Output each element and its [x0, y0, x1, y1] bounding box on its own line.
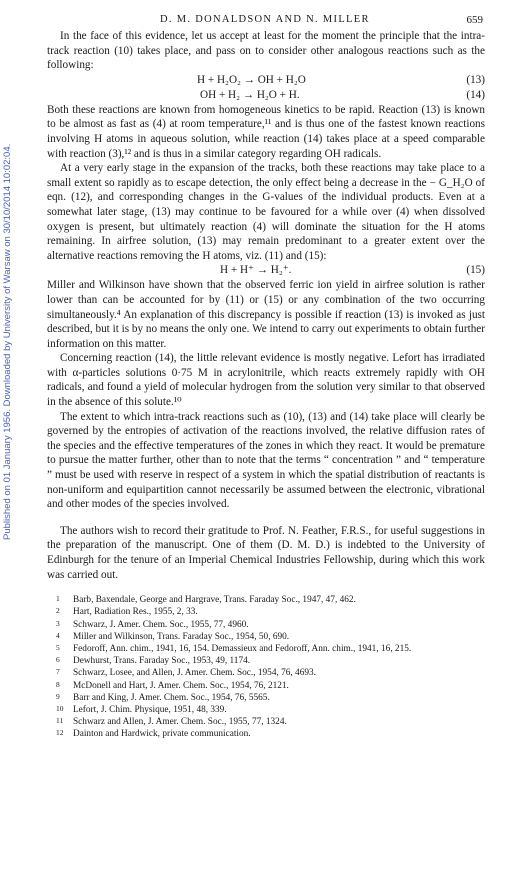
paragraph-1: In the face of this evidence, let us accept at least for the moment the principle that the intra-track reaction (10) takes place, and pass on to consider other analogous reactions such as the following:	[47, 30, 485, 72]
reference-text: Dewhurst, Trans. Faraday Soc., 1953, 49, 1174.	[73, 656, 251, 667]
reference-item	[47, 716, 485, 728]
reference-number: 8	[56, 679, 60, 689]
reference-number: 9	[56, 691, 60, 701]
reference-list	[47, 594, 485, 740]
reference-number: 7	[56, 667, 60, 677]
reference-item	[47, 631, 485, 643]
paragraph-5: Concerning reaction (14), the little relevant evidence is mostly negative. Lefort has irradiated with α-particles solutions 0·75 M in acrylonitrile, which reacts extremely rapidly with OH radicals, and found a yield of molecular hydrogen from the solution very similar to that observed in the absence of this solute.¹⁰	[47, 352, 485, 409]
equation-14-formula: OH + H₂ → H₂O + H.	[200, 88, 300, 101]
paragraph-4: Miller and Wilkinson have shown that the observed ferric ion yield in airfree solution is rather lower than can be accounted for by (11) or (15) or any combination of the two occurring simultaneously.⁴ An explanation of this discrepancy is possible if reaction (13) is invoked as just described, but it is by no means the only one. We intend to carry out experiments to obtain further information on this matter.	[47, 279, 485, 350]
reference-item	[47, 692, 485, 704]
reference-text: Schwarz, J. Amer. Chem. Soc., 1955, 77, 4960.	[73, 619, 249, 630]
paragraph-3: At a very early stage in the expansion of the tracks, both these reactions may take place to a small extent so rapidly as to escape detection, the only effect being a decrease in the − G_H₂O of eqn. (12), and corresponding changes in the G-values of the individual products. Even at a somewhat later stage, (13) may continue to be favoured for a while over (4) when dissolved oxygen is present, but ultimately reaction (4) will dominate the situation for the H atoms remaining. In airfree solution, (13) may remain predominant to a greater extent over the alternative reactions removing the H atoms, viz. (11) and (15):	[47, 162, 485, 262]
reference-text: McDonell and Hart, J. Amer. Chem. Soc., 1954, 76, 2121.	[73, 680, 289, 691]
reference-number: 12	[56, 728, 64, 738]
reference-item	[47, 667, 485, 679]
reference-number: 3	[56, 618, 60, 628]
reference-item	[47, 655, 485, 667]
running-title: D. M. DONALDSON AND N. MILLER	[160, 14, 370, 25]
equation-14	[47, 88, 485, 103]
equation-13-number: (13)	[466, 73, 485, 86]
reference-text: Barb, Baxendale, George and Hargrave, Trans. Faraday Soc., 1947, 47, 462.	[73, 595, 356, 606]
equation-15	[47, 263, 485, 278]
reference-number: 6	[56, 655, 60, 665]
reference-item	[47, 606, 485, 618]
reference-item	[47, 619, 485, 631]
reference-item	[47, 643, 485, 655]
article-body	[47, 29, 485, 741]
reference-number: 2	[56, 606, 60, 616]
reference-text: Fedoroff, Ann. chim., 1941, 16, 154. Demassieux and Fedoroff, Ann. chim., 1941, 16, 215.	[73, 644, 412, 654]
reference-text: Miller and Wilkinson, Trans. Faraday Soc., 1954, 50, 690.	[73, 631, 290, 642]
equation-13-formula: H + H₂O₂ → OH + H₂O	[197, 73, 306, 86]
reference-item	[47, 728, 485, 740]
reference-text: Schwarz, Losee, and Allen, J. Amer. Chem. Soc., 1954, 76, 4693.	[73, 668, 316, 679]
reference-number: 11	[56, 716, 64, 726]
reference-text: Schwarz and Allen, J. Amer. Chem. Soc., 1955, 77, 1324.	[73, 717, 287, 728]
reference-number: 4	[56, 630, 60, 640]
download-notice: Published on 01 January 1956. Downloaded by University of Warsaw on 30/10/2014 10:02:04.	[2, 143, 13, 540]
reference-text: Lefort, J. Chim. Physique, 1951, 48, 339.	[73, 705, 227, 716]
reference-number: 5	[56, 643, 60, 652]
equation-13	[47, 73, 485, 88]
equation-15-number: (15)	[466, 264, 485, 277]
paragraph-6: The extent to which intra-track reactions such as (10), (13) and (14) take place will clearly be governed by the entropies of activation of the reactions involved, the relative diffusion rates of the species and the effective temperatures of the zones in which they react. It would be premature to pursue the matter further, other than to note that the terms “ concentration ” and “ temperature ” must be used with reserve in respect of a system in which the spatial distribution of reactants is non-uniform and equipartition cannot necessarily be assumed between the electronic, vibrational and other modes of the species involved.	[47, 410, 485, 511]
reference-item	[47, 680, 485, 692]
reference-text: Dainton and Hardwick, private communication.	[73, 729, 251, 740]
reference-number: 1	[56, 594, 60, 604]
equation-15-formula: H + H⁺ → H₂⁺.	[220, 264, 292, 277]
equation-14-number: (14)	[466, 88, 485, 101]
reference-item	[47, 704, 485, 716]
acknowledgement: The authors wish to record their gratitude to Prof. N. Feather, F.R.S., for useful suggestions in the preparation of the manuscript. One of them (D. M. D.) is indebted to the University of Edinburgh for the tenure of an Imperial Chemical Industries Fellowship, during which this work was carried out.	[47, 524, 485, 581]
reference-text: Barr and King, J. Amer. Chem. Soc., 1954, 76, 5565.	[73, 692, 270, 703]
paragraph-2: Both these reactions are known from homogeneous kinetics to be rapid. Reaction (13) is known to be almost as fast as (4) at room temperature,¹¹ and is thus one of the fastest known reactions involving H atoms in aqueous solution, while reaction (14) takes place at a speed comparable with reaction (3),¹² and is thus in a similar category regarding OH radicals.	[47, 103, 485, 160]
reference-item	[47, 594, 485, 606]
reference-number: 10	[56, 704, 64, 714]
running-header	[47, 14, 485, 28]
page-number: 659	[466, 14, 483, 26]
reference-text: Hart, Radiation Res., 1955, 2, 33.	[73, 607, 198, 618]
